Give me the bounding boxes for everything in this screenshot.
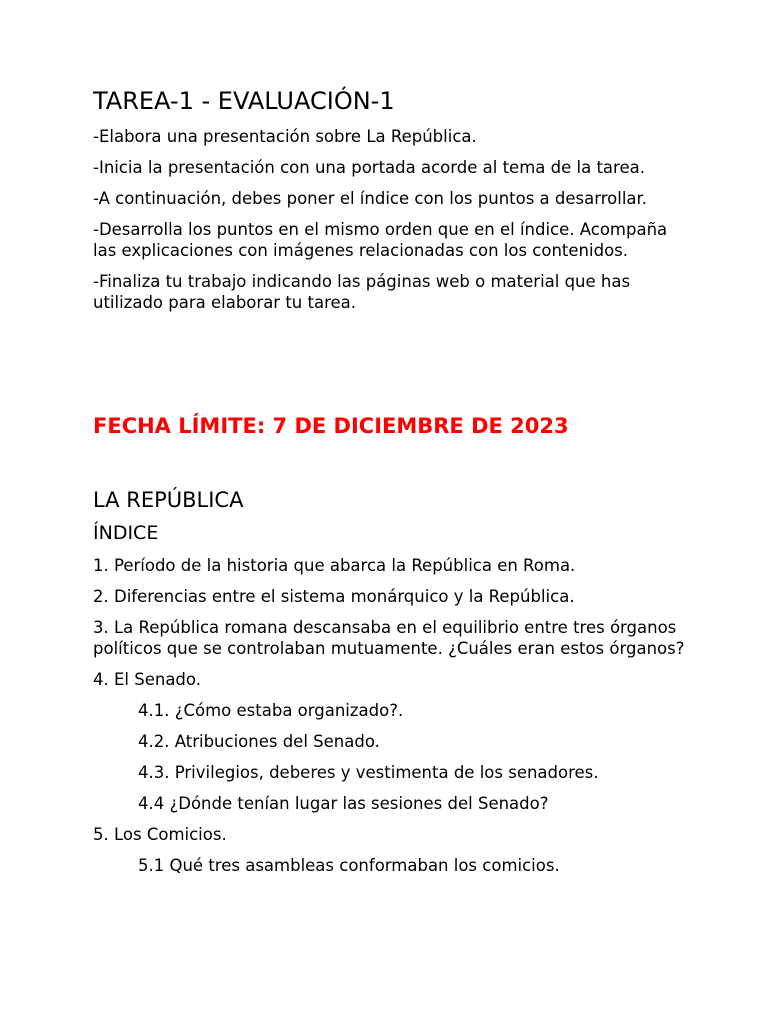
deadline-notice: FECHA LÍMITE: 7 DE DICIEMBRE DE 2023 xyxy=(93,414,569,438)
index-item: 1. Período de la historia que abarca la República en Roma. xyxy=(93,556,576,575)
document-title: TAREA-1 - EVALUACIÓN-1 xyxy=(93,87,395,115)
instructions-list xyxy=(93,126,693,323)
index-subitem: 4.4 ¿Dónde tenían lugar las sesiones del Senado? xyxy=(138,794,549,813)
index-subitem: 4.3. Privilegios, deberes y vestimenta de los senadores. xyxy=(138,763,599,782)
instruction-item: -A continuación, debes poner el índice con los puntos a desarrollar. xyxy=(93,189,648,208)
section-title: LA REPÚBLICA xyxy=(93,488,244,512)
instruction-item: -Elabora una presentación sobre La República. xyxy=(93,127,477,146)
index-list xyxy=(93,555,693,886)
instruction-item: -Finaliza tu trabajo indicando las páginas web o material que has utilizado para elaborar tu tarea. xyxy=(93,272,631,312)
index-item: 4. El Senado. xyxy=(93,670,201,689)
index-item: 3. La República romana descansaba en el equilibrio entre tres órganos políticos que se controlaban mutuamente. ¿Cuáles eran estos órganos? xyxy=(93,618,685,658)
index-item: 2. Diferencias entre el sistema monárquico y la República. xyxy=(93,587,575,606)
instruction-item: -Desarrolla los puntos en el mismo orden que en el índice. Acompaña las explicaciones con imágenes relacionadas con los contenidos. xyxy=(93,220,668,260)
index-subitem: 5.1 Qué tres asambleas conformaban los comicios. xyxy=(138,856,560,875)
index-title: ÍNDICE xyxy=(93,522,159,544)
index-subitem: 4.1. ¿Cómo estaba organizado?. xyxy=(138,701,404,720)
instruction-item: -Inicia la presentación con una portada acorde al tema de la tarea. xyxy=(93,158,645,177)
index-subitem: 4.2. Atribuciones del Senado. xyxy=(138,732,380,751)
index-item: 5. Los Comicios. xyxy=(93,825,227,844)
